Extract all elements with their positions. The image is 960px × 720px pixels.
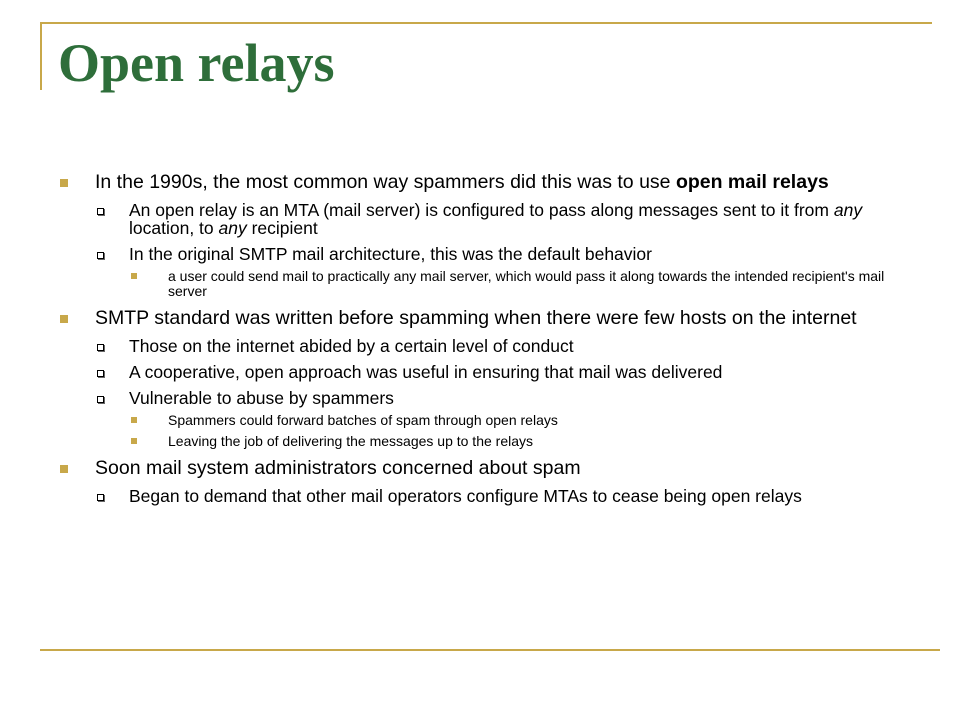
bullet-2-3	[60, 389, 910, 407]
bullet-1-2-1-text: a user could send mail to practically any mail server, which would pass it along towards the intended recipient's mail server	[168, 268, 885, 299]
bullet-1-2-1	[60, 269, 910, 299]
bullet-3-text: Soon mail system administrators concerned about spam	[95, 457, 581, 479]
bullet-1-1-text-end: recipient	[246, 218, 318, 238]
bullet-2-3-1-text: Spammers could forward batches of spam through open relays	[168, 412, 558, 428]
bullet-1-1-italic-any-2: any	[218, 218, 247, 238]
bullet-2-2-text: A cooperative, open approach was useful in ensuring that mail was delivered	[129, 362, 723, 382]
hollow-square-bullet-icon	[97, 344, 104, 351]
bullet-1-2-text: In the original SMTP mail architecture, this was the default behavior	[129, 244, 652, 264]
bullet-2-3-1	[60, 413, 910, 428]
slide-title: Open relays	[58, 33, 335, 93]
square-bullet-icon	[60, 179, 68, 187]
square-bullet-icon	[60, 465, 68, 473]
bullet-2-text: SMTP standard was written before spamming when there were few hosts on the internet	[95, 307, 857, 329]
hollow-square-bullet-icon	[97, 208, 104, 215]
hollow-square-bullet-icon	[97, 252, 104, 259]
bullet-3	[60, 458, 910, 479]
frame-left-line	[40, 22, 42, 90]
bullet-2-3-2-text: Leaving the job of delivering the messages up to the relays	[168, 433, 534, 449]
bullet-2-1-text: Those on the internet abided by a certain level of conduct	[129, 336, 574, 356]
bullet-2-2	[60, 363, 910, 381]
square-bullet-icon	[60, 315, 68, 323]
bullet-3-1	[60, 487, 910, 505]
bullet-1-1	[60, 201, 910, 237]
bullet-1-2	[60, 245, 910, 263]
bullet-1-bold: open mail relays	[675, 171, 829, 193]
slide-body	[60, 172, 910, 505]
hollow-square-bullet-icon	[97, 396, 104, 403]
square-bullet-icon	[131, 438, 137, 444]
bullet-1-1-text-mid: location, to	[129, 218, 219, 238]
bullet-2-1	[60, 337, 910, 355]
bullet-2-3-2	[60, 434, 910, 449]
bullet-1-text: In the 1990s, the most common way spammers did this was to use	[95, 171, 676, 193]
square-bullet-icon	[131, 417, 137, 423]
bullet-1-1-text: An open relay is an MTA (mail server) is configured to pass along messages sent to it from	[129, 200, 834, 220]
hollow-square-bullet-icon	[97, 370, 104, 377]
bullet-1-1-italic-any: any	[833, 200, 863, 220]
square-bullet-icon	[131, 273, 137, 279]
bullet-2	[60, 308, 910, 329]
frame-bottom-line	[40, 649, 940, 651]
frame-top-line	[40, 22, 932, 24]
bullet-3-1-text: Began to demand that other mail operators configure MTAs to cease being open relays	[129, 486, 802, 506]
bullet-2-3-text: Vulnerable to abuse by spammers	[129, 388, 394, 408]
hollow-square-bullet-icon	[97, 494, 104, 501]
bullet-1	[60, 172, 910, 193]
